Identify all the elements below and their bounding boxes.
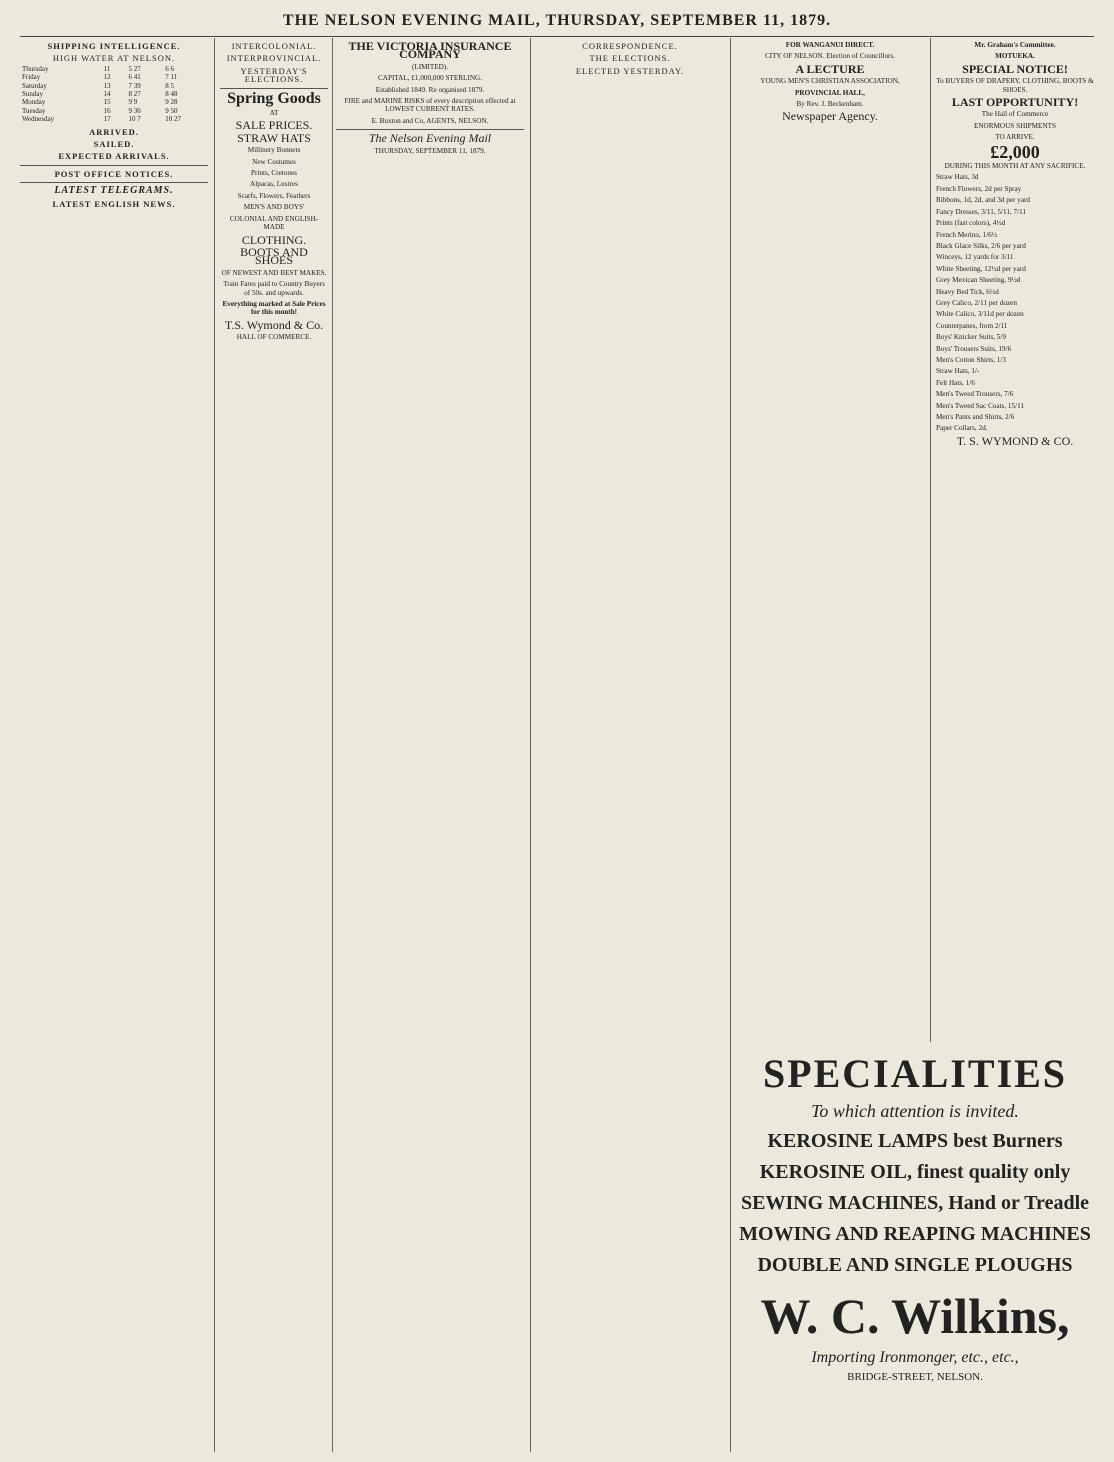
tide-cell: 5 27 — [128, 64, 141, 73]
spring-item-list — [220, 146, 328, 200]
price-item: Straw Hats, 3d — [936, 173, 979, 182]
sailed-heading: SAILED. — [93, 139, 135, 150]
tide-table — [20, 65, 208, 124]
paper-title: The Nelson Evening Mail — [368, 131, 492, 146]
hall-of-commerce: HALL OF COMMERCE. — [236, 333, 312, 342]
masthead-title: THE NELSON EVENING MAIL, THURSDAY, SEPTEMBER 11, 1879. — [282, 12, 832, 29]
price-item: Black Glace Silks, 2/6 per yard — [936, 241, 1026, 250]
sale-prices: SALE PRICES. — [235, 118, 313, 133]
agency-heading: Newspaper Agency. — [782, 109, 878, 124]
newest-makes: OF NEWEST AND BEST MAKES. — [221, 268, 327, 277]
everything-marked: Everything marked at Sale Prices for this month! — [222, 299, 326, 317]
shipping-heading: SHIPPING INTELLIGENCE. — [47, 41, 181, 51]
specialities-title: SPECIALITIES — [762, 1051, 1068, 1096]
speciality-line: MOWING AND REAPING MACHINES — [739, 1223, 1091, 1245]
tide-cell: 11 — [103, 64, 111, 73]
wymond-footer: T. S. WYMOND & CO. — [956, 433, 1074, 448]
tide-cell: 7 39 — [128, 81, 141, 90]
to-arrive: TO ARRIVE. — [995, 133, 1035, 142]
specialities-ad — [736, 1050, 1094, 1383]
clothing: CLOTHING. — [241, 232, 307, 247]
tide-cell: 9 50 — [165, 106, 178, 115]
price-item: Felt Hats, 1/6 — [936, 378, 975, 387]
tide-cell: 10 27 — [165, 115, 182, 124]
last-opportunity: LAST OPPORTUNITY! — [951, 95, 1079, 110]
insurance-title: THE VICTORIA INSURANCE COMPANY — [348, 39, 512, 62]
committee-heading: Mr. Graham's Committee. — [974, 41, 1056, 49]
price-item: Paper Collars, 2d. — [936, 424, 988, 433]
price-item: Grey Calico, 2/11 per dozen — [936, 298, 1017, 307]
tide-cell: 6 41 — [128, 73, 141, 82]
tide-cell: 9 28 — [165, 98, 178, 107]
tide-cell: 9 9 — [128, 98, 138, 107]
tide-row — [20, 65, 208, 73]
tide-cell: Thursday — [22, 64, 49, 73]
elected-heading: ELECTED YESTERDAY. — [575, 65, 685, 76]
tide-row — [20, 107, 208, 115]
price-item: Boys' Trousers Suits, 19/6 — [936, 344, 1012, 353]
tide-row — [20, 115, 208, 123]
special-notice: SPECIAL NOTICE! — [962, 61, 1068, 76]
price-item: White Sheeting, 12½d per yard — [936, 264, 1026, 273]
wanganui-heading: FOR WANGANUI DIRECT. — [785, 41, 875, 49]
insurance-fire: FIRE and MARINE RISKS of every description effected at LOWEST CURRENT RATES. — [344, 97, 516, 114]
price-item: Counterpanes, from 2/11 — [936, 321, 1008, 330]
tide-cell: Tuesday — [22, 106, 46, 115]
amount: £2,000 — [990, 141, 1040, 162]
spring-goods: Spring Goods — [227, 89, 321, 107]
telegrams-heading: LATEST TELEGRAMS. — [54, 185, 174, 197]
tide-cell: 6 6 — [165, 64, 175, 73]
masthead — [20, 10, 1094, 37]
lecture-heading: A LECTURE — [795, 61, 865, 76]
column-rule — [332, 38, 333, 1452]
tide-cell: 10 7 — [128, 115, 141, 124]
price-item: Fancy Dresses, 3/11, 5/11, 7/11 — [936, 207, 1027, 216]
tide-cell: 16 — [103, 106, 111, 115]
colonial-english: COLONIAL AND ENGLISH-MADE — [229, 214, 319, 232]
train-fares: Train Fares paid to Country Buyers of 50s. and upwards. — [223, 280, 325, 297]
price-item: Prints (fast colors), 4½d — [936, 219, 1006, 228]
spring-item: Prints, Cretones — [251, 169, 297, 178]
insurance-established: Established 1849. Re organised 1879. — [375, 85, 485, 94]
column-6 — [936, 38, 1094, 1042]
tide-cell: 8 48 — [165, 90, 178, 99]
mens-boys: MEN'S AND BOYS' — [243, 203, 305, 212]
paper-date: THURSDAY, SEPTEMBER 11, 1879. — [374, 146, 486, 155]
price-item: Men's Tweed Trousers, 7/6 — [936, 390, 1014, 399]
tide-cell: 14 — [103, 90, 111, 99]
tide-cell: Monday — [22, 98, 46, 107]
price-item: French Flowers, 2d per Spray — [936, 184, 1022, 193]
council-heading: CITY OF NELSON. Election of Councillors. — [764, 52, 896, 61]
column-5 — [736, 38, 924, 1042]
boots-shoes: BOOTS AND SHOES — [240, 244, 308, 268]
tide-cell: Friday — [22, 73, 41, 82]
specialities-list — [736, 1130, 1094, 1277]
wilkins-street: BRIDGE-STREET, NELSON. — [847, 1371, 983, 1383]
ymca: YOUNG MEN'S CHRISTIAN ASSOCIATION, — [760, 77, 900, 86]
spring-item: Scarfs, Flowers, Feathers — [237, 191, 311, 200]
wilkins-trade: Importing Ironmonger, etc., etc., — [811, 1349, 1019, 1366]
spring-item: Alpacas, Lustres — [250, 180, 298, 189]
column-4 — [536, 38, 724, 1452]
highwater-heading: HIGH WATER AT NELSON. — [52, 53, 176, 64]
tide-cell: 15 — [103, 98, 111, 107]
lecturer: By Rev. J. Beckenham. — [796, 100, 864, 109]
tide-cell: 12 — [103, 73, 111, 82]
tide-row — [20, 82, 208, 90]
speciality-line: KEROSINE OIL, finest quality only — [759, 1161, 1071, 1183]
motueka-heading: MOTUEKA. — [995, 52, 1035, 61]
column-3 — [336, 38, 524, 1452]
tide-cell: Sunday — [22, 90, 43, 99]
buyers-line: To BUYERS OF DRAPERY, CLOTHING, BOOTS & SHOES. — [936, 77, 1094, 94]
expected-heading: EXPECTED ARRIVALS. — [58, 151, 170, 162]
tide-cell: 13 — [103, 81, 111, 90]
tide-cell: 17 — [103, 115, 111, 124]
tide-cell: Saturday — [22, 81, 47, 90]
wymond-name: T.S. Wymond & Co. — [224, 317, 324, 332]
tide-row — [20, 73, 208, 81]
wilkins-name: W. C. Wilkins, — [760, 1288, 1070, 1344]
speciality-line: KEROSINE LAMPS best Burners — [767, 1130, 1063, 1152]
column-1 — [20, 38, 208, 1452]
tide-cell: 7 11 — [165, 73, 178, 82]
tide-cell: Wednesday — [22, 115, 55, 124]
price-list — [936, 173, 1094, 432]
spring-item: New Costumes — [252, 157, 296, 166]
price-item: Ribbons, 1d, 2d, and 3d per yard — [936, 196, 1031, 205]
specialities-sub: To which attention is invited. — [811, 1101, 1019, 1121]
at-text: AT — [269, 109, 279, 118]
price-item: Heavy Bed Tick, 6½d — [936, 287, 999, 296]
elections-heading: THE ELECTIONS. — [589, 53, 671, 64]
sacrifice: DURING THIS MONTH AT ANY SACRIFICE. — [944, 162, 1086, 171]
english-news-heading: LATEST ENGLISH NEWS. — [52, 198, 176, 209]
intercolonial-heading: INTERCOLONIAL. — [231, 41, 317, 51]
spring-item: Millinery Bonnets — [247, 146, 301, 155]
interprovincial-heading: INTERPROVINCIAL. — [226, 53, 322, 64]
price-item: French Merino, 1/6½ — [936, 230, 998, 239]
tide-cell: 8 5 — [165, 81, 175, 90]
column-rule — [930, 38, 931, 1042]
arrived-heading: ARRIVED. — [89, 126, 139, 137]
tide-cell: 8 27 — [128, 90, 141, 99]
tide-row — [20, 90, 208, 98]
post-office-heading: POST OFFICE NOTICES. — [54, 168, 174, 179]
insurance-agents: E. Buxton and Co, AGENTS, NELSON. — [371, 116, 489, 125]
column-2 — [220, 38, 328, 1452]
price-item: Straw Hats, 1/- — [936, 367, 980, 376]
price-item: Grey Mexican Sheeting, 9½d — [936, 276, 1021, 285]
speciality-line: SEWING MACHINES, Hand or Treadle — [740, 1192, 1090, 1214]
hall-commerce: The Hall of Commerce — [981, 110, 1049, 119]
price-item: White Calico, 3/11d per dozen — [936, 310, 1024, 319]
tide-row — [20, 98, 208, 106]
column-rule — [530, 38, 531, 1452]
enormous-shipments: ENORMOUS SHIPMENTS — [973, 121, 1057, 130]
insurance-capital: CAPITAL, £1,000,000 STERLING. — [377, 74, 483, 83]
correspondence-heading: CORRESPONDENCE. — [582, 41, 678, 51]
price-item: Men's Pants and Shirts, 2/6 — [936, 413, 1015, 421]
column-rule — [214, 38, 215, 1452]
price-item: Boys' Knicker Suits, 5/9 — [936, 333, 1006, 342]
speciality-line: DOUBLE AND SINGLE PLOUGHS — [757, 1254, 1073, 1276]
price-item: Men's Cotton Shirts, 1/3 — [936, 355, 1006, 364]
straw-hats: STRAW HATS — [237, 130, 311, 145]
elections-heading: YESTERDAY'S ELECTIONS. — [240, 65, 308, 85]
price-item: Winceys, 12 yards for 3/11 — [936, 253, 1014, 262]
provincial-hall: PROVINCIAL HALL, — [795, 88, 865, 97]
insurance-limited: (LIMITED). — [411, 62, 449, 71]
price-item: Men's Tweed Sac Coats, 15/11 — [936, 401, 1025, 410]
tide-cell: 9 36 — [128, 106, 141, 115]
column-rule — [730, 38, 731, 1452]
